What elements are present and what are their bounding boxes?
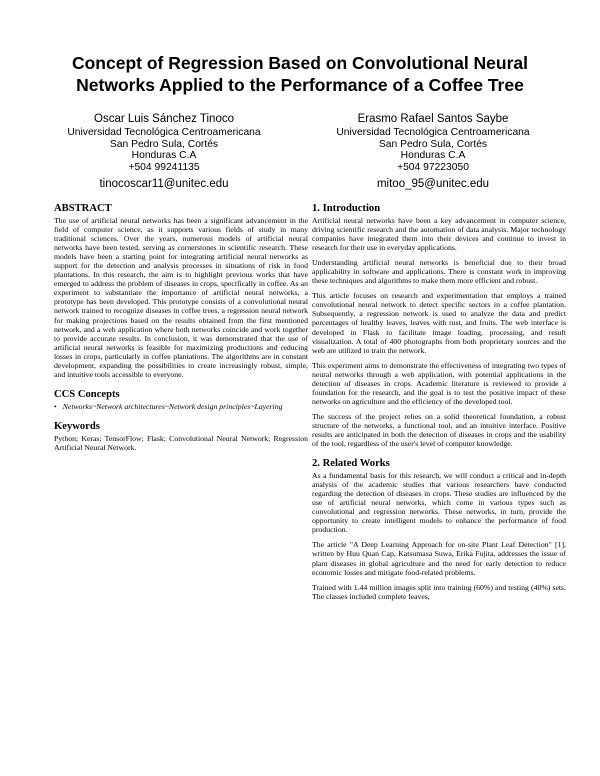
related-paragraph: Trained with 1.44 million images split into training (60%) and testing (40%) sets. The classes included complete leaves, [312,582,566,601]
intro-paragraph: The success of the project relies on a solid theoretical foundation, a robust structure of the networks, a functional tool, and an intuitive interface. Positive results are anticipated in both the detection of diseases in crops and the usability of the tool, regardless of the user's level of computer knowledge. [312,411,566,449]
related-works-heading: 2. Related Works [312,458,390,470]
author-email: tinocoscar11@unitec.edu [99,178,229,190]
intro-paragraph: This article focuses on research and experimentation that employs a trained convolutional neural network to detect specific sectors in a coffee plantation. Subsequently, a regression network is used to analyze the data and predict percentages of healthy leaves, leaves with rust, and fruits. The web interface is developed in Flask to facilitate image loading, processing, and result visualization. A total of 400 photographs from both proprietary sources and the web are utilized to train the network. [312,291,566,355]
author-block [44,113,284,191]
ccs-heading: CCS Concepts [54,388,120,400]
author-block [313,113,553,191]
intro-paragraph: Understanding artificial neural networks is beneficial due to their broad applicability in software and applications. There is constant work in improving these techniques and algorithms to make them more efficient and robust. [312,258,566,286]
author-name: Erasmo Rafael Santos Saybe [357,113,509,125]
intro-paragraph: This experiment aims to demonstrate the effectiveness of integrating two types of neural networks through a web application, with potential applications in the detection of diseases in crops. Academic literature is reviewed to provide a foundation for the research, and the goal is to test the positive impact of these networks on agriculture and the efficiency of the developed tool. [312,360,566,406]
left-column [54,203,308,458]
author-name: Oscar Luis Sánchez Tinoco [94,113,234,125]
author-region: Honduras C.A [400,150,466,161]
related-paragraph: As a fundamental basis for this research, we will conduct a critical and in-depth analysis of the academic studies that various researchers have conducted regarding the detection of diseases in crops. These studies are influenced by the use of artificial neural networks, which come in various types such as convolutional and regression networks. These networks, in turn, provide the opportunity to create intelligent models to enhance the performance of food production. [312,471,566,535]
author-affiliation: Universidad Tecnológica Centroamericana [336,127,530,138]
ccs-item [54,402,308,411]
author-city: San Pedro Sula, Cortés [109,138,219,150]
ccs-text: Networks~Network architectures~Network design principles~Layering [62,401,283,411]
abstract-heading: ABSTRACT [54,203,112,214]
keywords-heading: Keywords [54,420,100,432]
author-email: mitoo_95@unitec.edu [376,178,490,190]
introduction-heading: 1. Introduction [312,203,381,214]
paper-title: Concept of Regression Based on Convolutional Neural Networks Applied to the Performance of a Coffee Tree [71,53,529,95]
author-phone: +504 97223050 [397,161,469,173]
intro-paragraph: Artificial neural networks have been a key advancement in computer science, driving scientific research and the automation of data analysis. Major technology companies have integrated them into their devices and continue to invest in research for their use in everyday applications. [312,216,566,253]
author-city: San Pedro Sula, Cortés [378,138,488,150]
abstract-text: The use of artificial neural networks has been a significant advancement in the field of computer science, as it supports various fields of study in many traditional sciences. Over the years, numerous models of artificial neural networks have been tested, serving as cornerstones in scientific research. These models have been a starting point for integrating artificial neural networks as support for the detection and analysis processes in situations of risk in food plantations. In this research, the aim is to highlight previous works that have emerged to address the problem of diseases in crops, specifically in coffee. As an experiment to substantiate the importance of artificial neural networks, a prototype has been developed. This prototype consists of a convolutional neural network trained to recognize diseases in coffee trees, a regression neural network for making projections based on the results obtained from the first mentioned network, and a web application where both networks coincide and work together to provide accurate results. In conclusion, it was demonstrated that the use of artificial neural networks is feasible for maximizing productions and reducing losses in crops, particularly in coffee plantations. The algorithms are in constant development, expanding the possibilities to create increasingly robust, simple, and intuitive tools accessible to everyone. [54,216,308,379]
right-column [312,203,566,607]
bullet-icon: • [54,401,57,411]
author-affiliation: Universidad Tecnológica Centroamericana [67,127,261,138]
keywords-text: Python; Keras; TensorFlow; Flask; Convolutional Neural Network; Regression Artificial Neural Network. [54,433,308,452]
related-paragraph: The article "A Deep Learning Approach for on-site Plant Leaf Detection" [1], written by Huu Quan Cap, Katsumasa Suwa, Erika Fujita, addresses the issue of plant diseases in global agriculture and the need for early detection to reduce economic losses and mitigate food-related problems. [312,540,566,577]
author-phone: +504 99241135 [128,161,200,173]
author-region: Honduras C.A [131,150,197,161]
